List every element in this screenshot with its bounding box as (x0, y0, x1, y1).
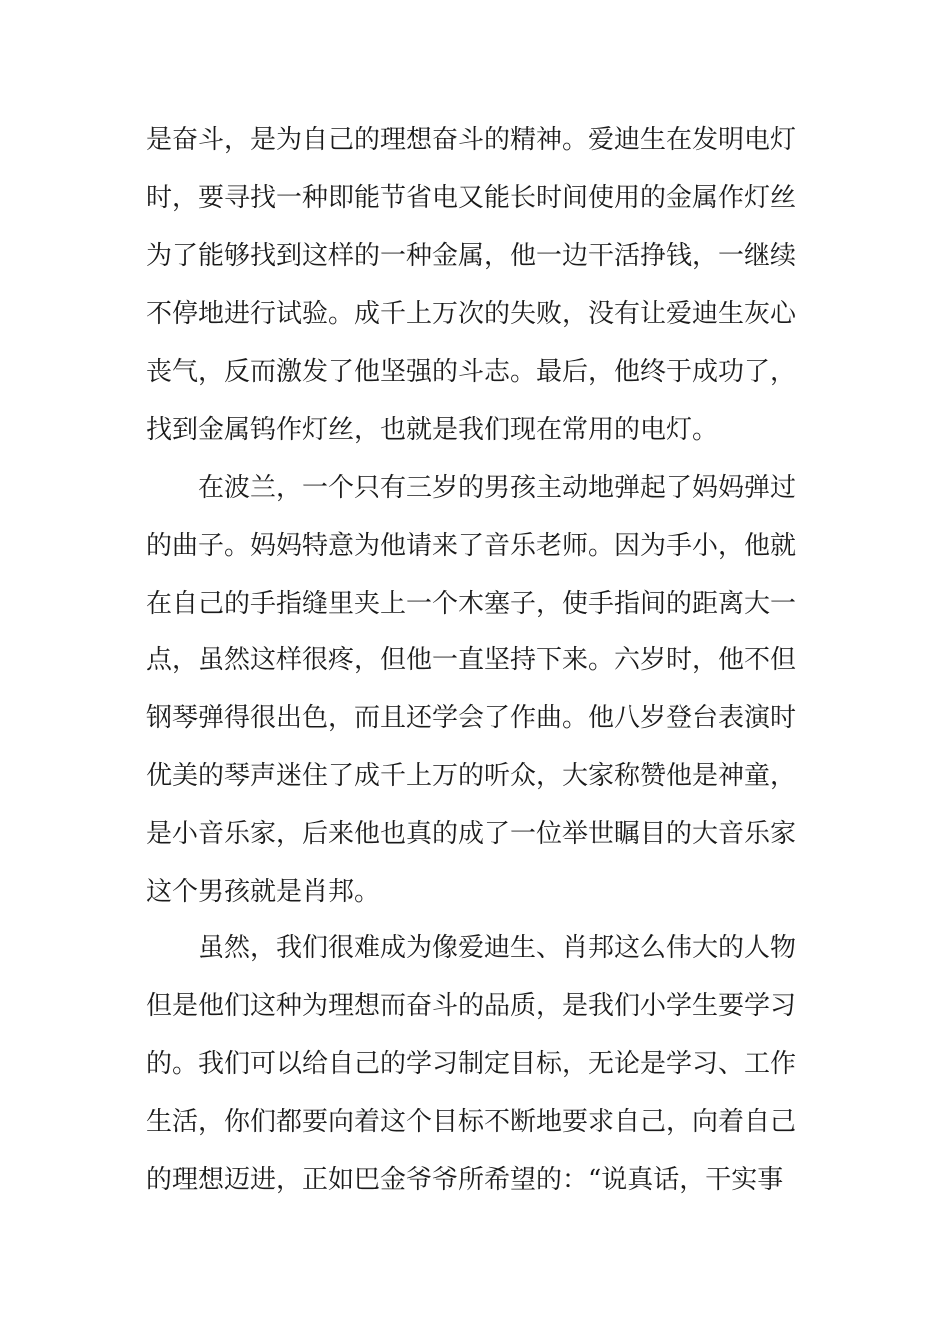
text-line: 的。我们可以给自己的学习制定目标，无论是学习、工作 (146, 1049, 797, 1079)
text-line: 是小音乐家，后来他也真的成了一位举世瞩目的大音乐家 (146, 819, 797, 849)
text-line: 在自己的手指缝里夹上一个木塞子，使手指间的距离大一 (146, 589, 797, 619)
text-line: 的理想迈进，正如巴金爷爷所希望的：“说真话，干实事 (146, 1165, 784, 1195)
text-line: 优美的琴声迷住了成千上万的听众，大家称赞他是神童， (146, 761, 797, 791)
text-line: 在波兰，一个只有三岁的男孩主动地弹起了妈妈弹过 (198, 473, 797, 503)
text-line: 但是他们这种为理想而奋斗的品质，是我们小学生要学习 (146, 991, 797, 1021)
text-line: 为了能够找到这样的一种金属，他一边干活挣钱，一继续 (146, 241, 797, 271)
text-line: 不停地进行试验。成千上万次的失败，没有让爱迪生灰心 (146, 299, 797, 329)
text-line: 时，要寻找一种即能节省电又能长时间使用的金属作灯丝 (146, 183, 797, 213)
text-line: 是奋斗，是为自己的理想奋斗的精神。爱迪生在发明电灯 (146, 125, 797, 155)
text-line: 点，虽然这样很疼，但他一直坚持下来。六岁时，他不但 (146, 645, 797, 675)
text-line: 这个男孩就是肖邦。 (146, 877, 381, 907)
text-line: 丧气，反而激发了他坚强的斗志。最后，他终于成功了， (146, 357, 797, 387)
text-line: 钢琴弹得很出色，而且还学会了作曲。他八岁登台表演时 (146, 703, 797, 733)
text-line: 虽然，我们很难成为像爱迪生、肖邦这么伟大的人物 (198, 933, 797, 963)
text-line: 的曲子。妈妈特意为他请来了音乐老师。因为手小，他就 (146, 531, 797, 561)
text-line: 生活，你们都要向着这个目标不断地要求自己，向着自己 (146, 1107, 797, 1137)
text-line: 找到金属钨作灯丝，也就是我们现在常用的电灯。 (146, 415, 719, 445)
